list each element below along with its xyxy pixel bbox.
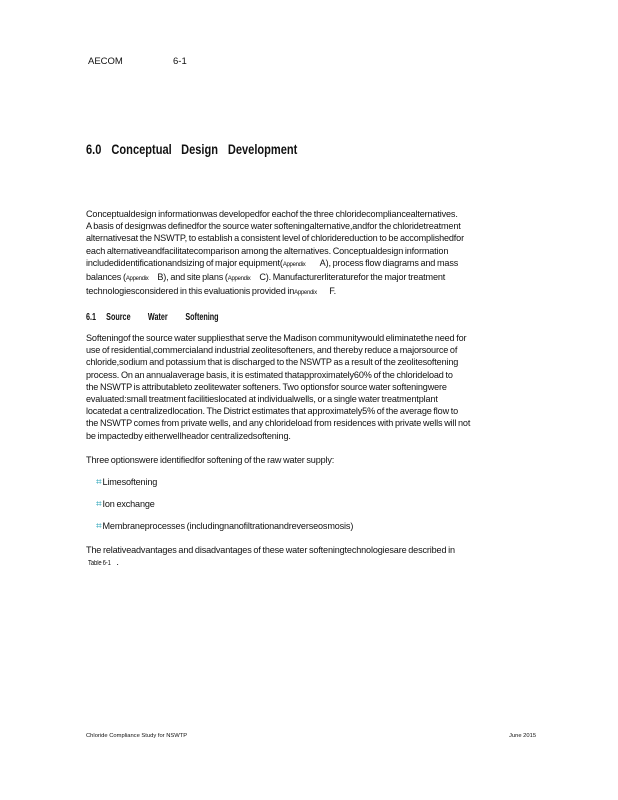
subsection-word-3: Softening bbox=[185, 312, 219, 323]
text-line: chloride,sodium and potassium that is discharged to the NSWTP as a result of the zeolitesoftening bbox=[86, 357, 459, 368]
header-page-number: 6-1 bbox=[173, 56, 187, 67]
softening-paragraph bbox=[86, 332, 546, 442]
text-line: the NSWTP is attributableto zeolitewater softeners. Two optionsfor source water softeningwere bbox=[86, 381, 447, 392]
subsection-heading bbox=[86, 312, 219, 323]
text-line: balances (Appendix B), and site plans (Appendix C). Manufacturerliteraturefor the major treatment bbox=[86, 272, 446, 283]
text-line: alternativesat the NSWTP, to establish a consistent level of chloridereduction to be accomplishedfor bbox=[86, 233, 464, 244]
subsection-word-1: Source bbox=[106, 312, 131, 323]
section-title-word-2: Design bbox=[181, 142, 219, 157]
appendix-f-ref: Appendix bbox=[294, 290, 317, 297]
text-line: evaluated:small treatment facilitieslocated at individualwells, or a single water treatmentplant bbox=[86, 394, 438, 405]
text-line: Softeningof the source water suppliesthat serve the Madison communitywould eliminatethe need for bbox=[86, 333, 467, 343]
footer-right: June 2015 bbox=[509, 733, 537, 739]
list-item: ⌗Membraneprocesses (includingnanofiltrationandreverseosmosis) bbox=[96, 521, 354, 532]
text-line: Table 6-1 . bbox=[86, 556, 546, 570]
header-org: AECOM bbox=[88, 56, 123, 67]
list-item: ⌗Ion exchange bbox=[96, 499, 155, 510]
section-title-word-1: Conceptual bbox=[111, 142, 172, 157]
section-title-word-3: Development bbox=[227, 142, 298, 157]
options-intro bbox=[86, 454, 546, 466]
text-line: the NSWTP comes from private wells, and any chlorideload from residences with private wells will not bbox=[86, 418, 471, 429]
bullet-icon: ⌗ bbox=[96, 521, 102, 532]
section-title bbox=[86, 142, 297, 157]
subsection-word-2: Water bbox=[147, 312, 168, 323]
appendix-b-ref: Appendix bbox=[125, 276, 149, 283]
intro-paragraph bbox=[86, 208, 546, 299]
appendix-a-ref: Appendix bbox=[282, 261, 306, 268]
subsection-number: 6.1 bbox=[86, 312, 97, 323]
text-line: A basis of designwas definedfor the source water softeningalternative,andfor the chloridetreatment bbox=[86, 221, 461, 232]
text-line: technologiesconsidered in this evaluationis provided inAppendix F. bbox=[86, 286, 336, 297]
text-line: use of residential,commercialand industrial zeolitesofteners, and thereby reduce a majorsource of bbox=[86, 345, 458, 356]
table-reference-paragraph bbox=[86, 544, 546, 570]
bullet-icon: ⌗ bbox=[96, 477, 102, 488]
bullet-icon: ⌗ bbox=[96, 499, 102, 510]
appendix-c-ref: Appendix bbox=[227, 276, 251, 283]
text-line: process. On an annualaverage basis, it is estimated thatapproximately60% of the chlorideload to bbox=[86, 369, 453, 380]
text-line: each alternativeandfacilitatecomparison among the alternatives. Conceptualdesign information bbox=[86, 245, 449, 256]
text-line: The relativeadvantages and disadvantages of these water softeningtechnologiesare described in bbox=[86, 545, 455, 555]
section-title-number: 6.0 bbox=[86, 142, 102, 157]
list-item: ⌗Limesoftening bbox=[96, 477, 158, 488]
footer-left: Chloride Compliance Study for NSWTP bbox=[86, 733, 188, 739]
table-ref: Table 6-1 bbox=[88, 560, 111, 568]
text-line: be impactedby eitherwellheador centralizedsoftening. bbox=[86, 430, 291, 441]
text-line: locatedat a centralizedlocation. The District estimates that approximately5% of the average flow to bbox=[86, 406, 459, 417]
text-line: Conceptualdesign informationwas developedfor eachof the three chloridecompliancealternatives. bbox=[86, 209, 458, 219]
text-line: includedidentificationandsizing of major equipment(Appendix A), process flow diagrams and mass bbox=[86, 257, 459, 268]
text-line: Three optionswere identifiedfor softening of the raw water supply: bbox=[86, 455, 335, 465]
